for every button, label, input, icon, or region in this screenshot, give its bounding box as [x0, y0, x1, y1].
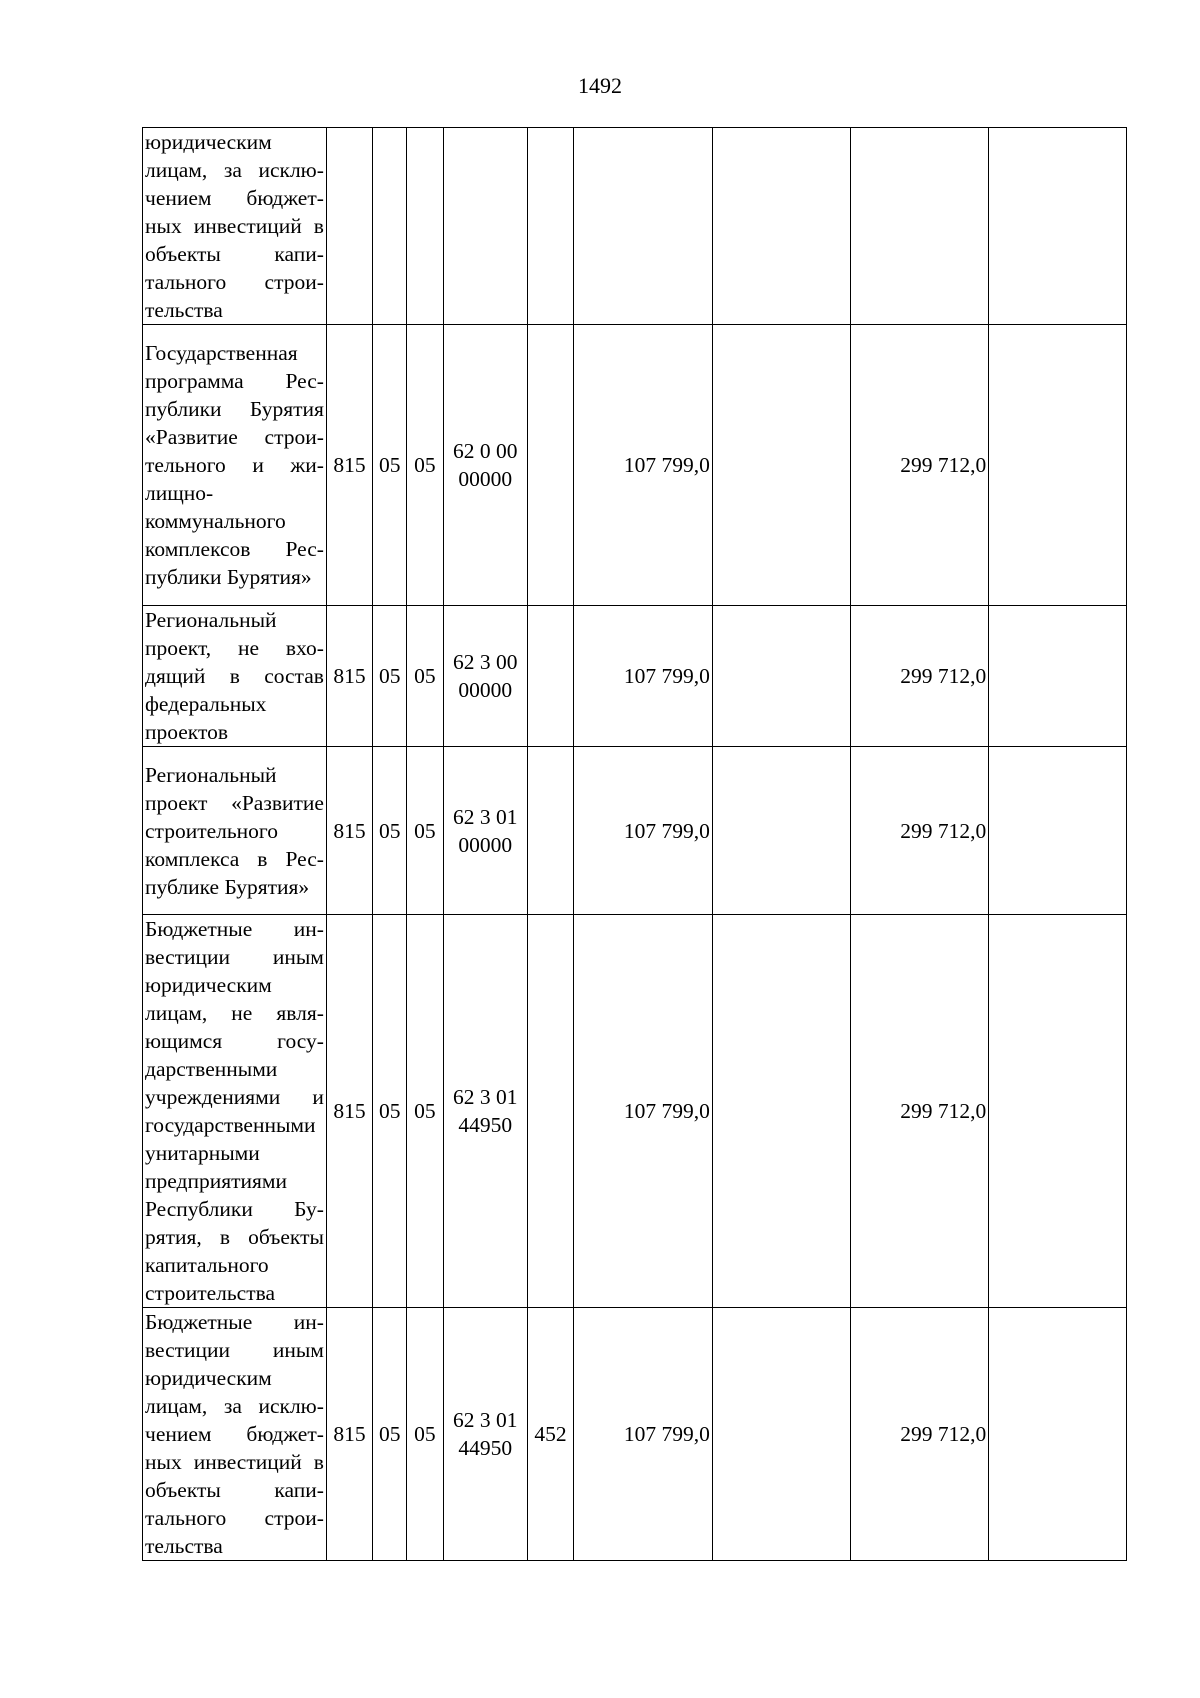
rz-cell: 05	[373, 1308, 407, 1561]
row-name-cell: юридическим лицам, за исключением бюджетных инвестиций в объекты капитального строительства	[143, 128, 327, 325]
csr-line: 62 3 01	[452, 1408, 518, 1432]
empty-cell	[989, 325, 1127, 606]
csr-cell	[443, 747, 527, 915]
table-row	[143, 606, 1127, 747]
csr-line: 00000	[458, 467, 513, 491]
csr-cell	[443, 128, 527, 325]
empty-cell	[712, 325, 850, 606]
empty-cell	[989, 606, 1127, 747]
pr-cell: 05	[407, 606, 443, 747]
row-name-cell: Государственная программа Республики Бурятия «Развитие строительного и жилищно-коммунального комплексов Республики Бурятия»	[143, 325, 327, 606]
vr-cell	[527, 128, 573, 325]
sum-1-cell: 107 799,0	[574, 915, 713, 1308]
gr-cell: 815	[326, 915, 372, 1308]
gr-cell: 815	[326, 1308, 372, 1561]
empty-cell	[712, 606, 850, 747]
empty-cell	[989, 128, 1127, 325]
table-row	[143, 325, 1127, 606]
sum-1-cell: 107 799,0	[574, 325, 713, 606]
pr-cell: 05	[407, 915, 443, 1308]
sum-2-cell	[850, 128, 989, 325]
empty-cell	[712, 128, 850, 325]
table-row	[143, 915, 1127, 1308]
csr-cell	[443, 606, 527, 747]
csr-line: 44950	[458, 1436, 513, 1460]
rz-cell: 05	[373, 606, 407, 747]
page-number: 1492	[578, 73, 622, 98]
table-row	[143, 128, 1127, 325]
vr-cell	[527, 915, 573, 1308]
row-name-cell: Региональный проект, не входящий в состав федеральных проектов	[143, 606, 327, 747]
row-name-cell: Бюджетные инвестиции иным юридическим лицам, за исключением бюджетных инвестиций в объекты капитального строительства	[143, 1308, 327, 1561]
csr-cell	[443, 1308, 527, 1561]
csr-line: 62 3 01	[452, 1085, 518, 1109]
sum-1-cell: 107 799,0	[574, 747, 713, 915]
pr-cell: 05	[407, 325, 443, 606]
pr-cell: 05	[407, 1308, 443, 1561]
csr-line: 62 3 00	[452, 650, 518, 674]
gr-cell: 815	[326, 747, 372, 915]
csr-line: 44950	[458, 1113, 513, 1137]
csr-line: 00000	[458, 832, 513, 857]
gr-cell: 815	[326, 325, 372, 606]
row-name-cell: Бюджетные инвестиции иным юридическим лицам, не являющимся государственными учреждениями и государственными унитарными предприятиями Республики Бурятия, в объекты капитального строительства	[143, 915, 327, 1308]
rz-cell: 05	[373, 325, 407, 606]
table-row	[143, 747, 1127, 915]
vr-cell: 452	[527, 1308, 573, 1561]
rz-cell: 05	[373, 915, 407, 1308]
sum-2-cell: 299 712,0	[850, 1308, 989, 1561]
csr-line: 62 3 01	[452, 804, 518, 829]
empty-cell	[712, 1308, 850, 1561]
budget-table	[142, 127, 1127, 1561]
sum-2-cell: 299 712,0	[850, 325, 989, 606]
csr-cell	[443, 325, 527, 606]
empty-cell	[989, 1308, 1127, 1561]
vr-cell	[527, 325, 573, 606]
sum-1-cell: 107 799,0	[574, 1308, 713, 1561]
row-name-cell: Региональный проект «Развитие строительного комплекса в Республике Бурятия»	[143, 747, 327, 915]
sum-2-cell: 299 712,0	[850, 606, 989, 747]
sum-2-cell: 299 712,0	[850, 747, 989, 915]
pr-cell	[407, 128, 443, 325]
rz-cell: 05	[373, 747, 407, 915]
gr-cell: 815	[326, 606, 372, 747]
table-row	[143, 1308, 1127, 1561]
empty-cell	[712, 747, 850, 915]
vr-cell	[527, 747, 573, 915]
sum-1-cell	[574, 128, 713, 325]
csr-line: 00000	[458, 678, 513, 702]
sum-2-cell: 299 712,0	[850, 915, 989, 1308]
csr-line: 62 0 00	[452, 439, 518, 463]
csr-cell	[443, 915, 527, 1308]
sum-1-cell: 107 799,0	[574, 606, 713, 747]
vr-cell	[527, 606, 573, 747]
empty-cell	[989, 915, 1127, 1308]
pr-cell: 05	[407, 747, 443, 915]
empty-cell	[989, 747, 1127, 915]
rz-cell	[373, 128, 407, 325]
empty-cell	[712, 915, 850, 1308]
gr-cell	[326, 128, 372, 325]
